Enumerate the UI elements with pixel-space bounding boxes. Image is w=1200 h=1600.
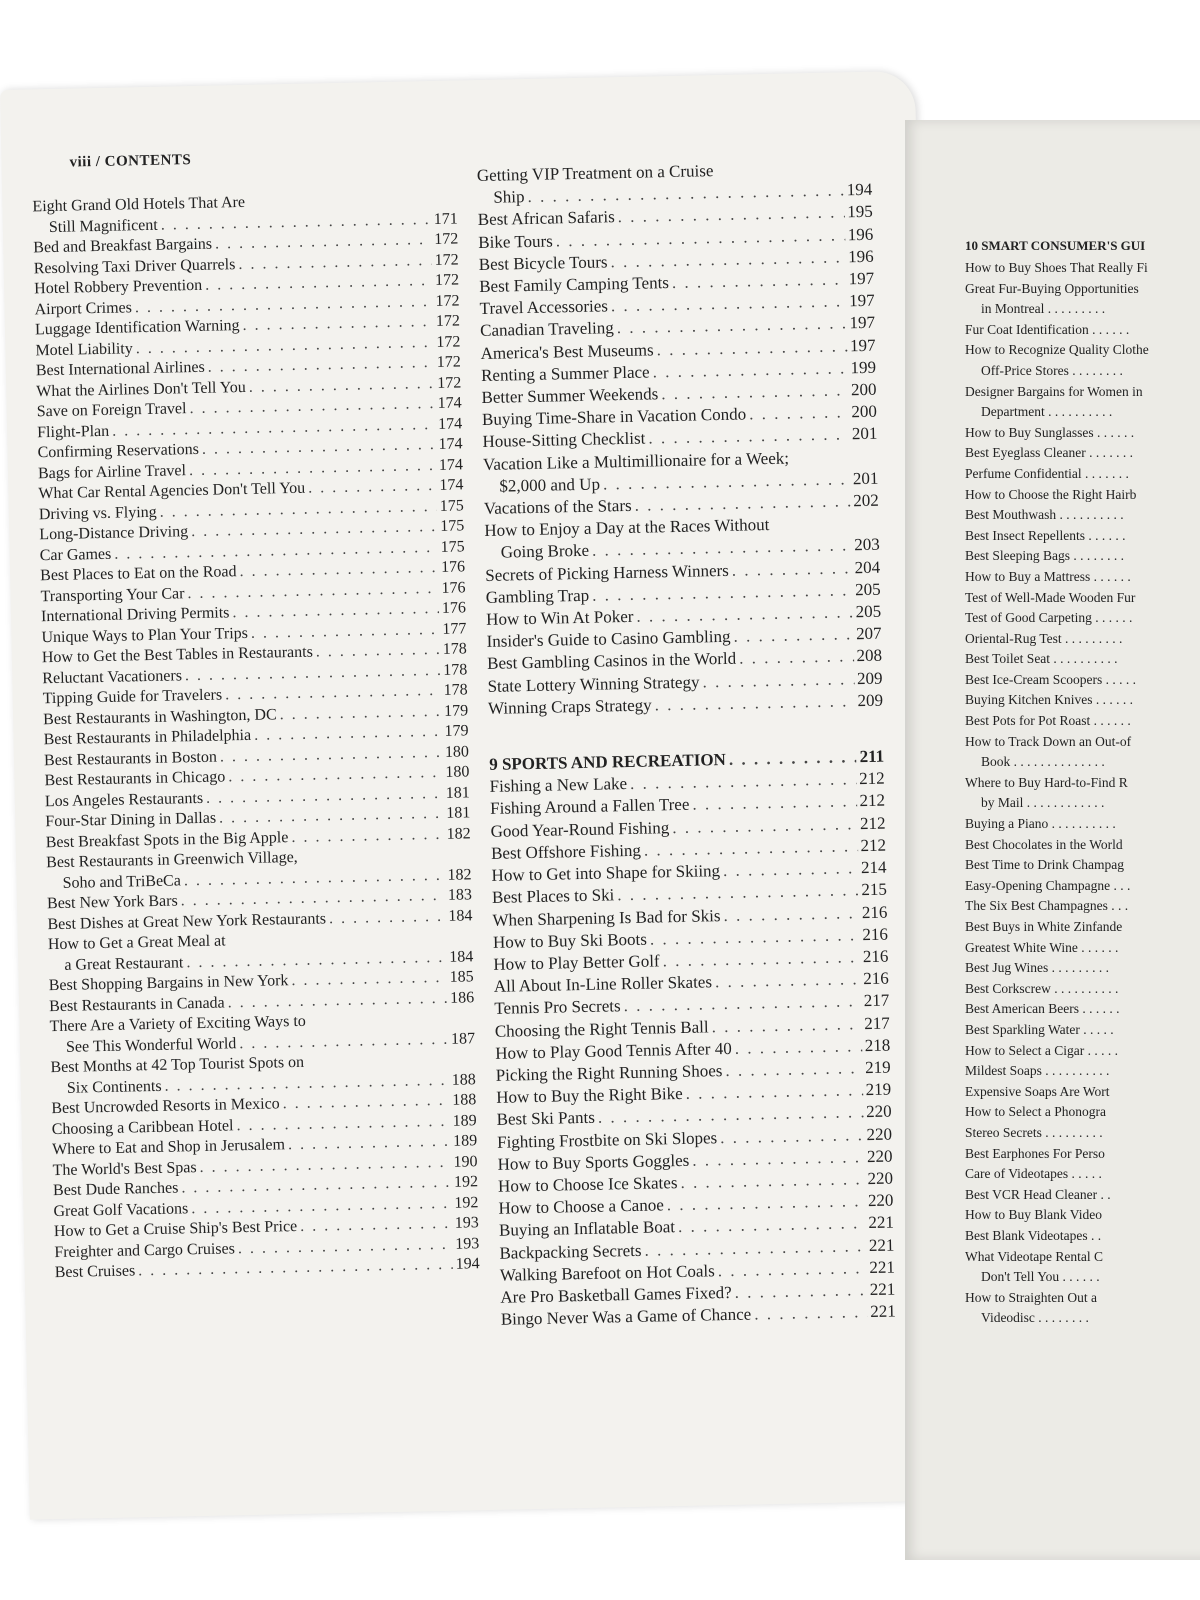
toc-entry-title: The World's Best Spas	[52, 1158, 197, 1179]
toc-entry-page: 174	[437, 394, 462, 412]
toc-entry-page: 182	[446, 824, 471, 843]
toc-entry-page: 212	[859, 813, 886, 833]
toc-entry-page: 211	[859, 746, 885, 767]
toc-entry-page: 179	[443, 701, 469, 720]
toc-entry: Best Blank Videotapes . .	[965, 1227, 1102, 1243]
toc-entry-title: How to Win At Poker	[485, 606, 634, 629]
toc-entry: Fur Coat Identification . . . . . .	[965, 321, 1130, 337]
toc-entry-lead: There Are a Variety of Exciting Ways to	[49, 1012, 307, 1036]
toc-entry: Where to Buy Hard-to-Find R	[965, 774, 1128, 790]
toc-entry: Test of Good Carpeting . . . . . .	[965, 610, 1133, 626]
toc-entry-page: 221	[869, 1279, 896, 1299]
toc-entry-title: Bags for Airline Travel	[37, 461, 187, 482]
toc-entry-title: Best Offshore Fishing	[490, 840, 642, 863]
toc-entry-page: 193	[455, 1234, 480, 1253]
toc-entry-title: Gambling Trap	[485, 585, 590, 607]
toc-entry-title: All About In-Line Roller Skates	[493, 972, 713, 996]
toc-entry-title: Long-Distance Driving	[39, 523, 189, 544]
left-page	[0, 71, 945, 1520]
toc-entry-lead: Vacation Like a Multimillionaire for a Week;	[482, 448, 790, 474]
toc-entry-lead: Best Restaurants in Greenwich Village,	[46, 848, 298, 872]
toc-entry-page: 181	[445, 783, 470, 802]
toc-entry-page: 205	[854, 579, 881, 600]
toc-entry-title: Bingo Never Was a Game of Chance	[500, 1304, 752, 1329]
toc-entry-title: Best Restaurants in Philadelphia	[43, 726, 252, 749]
toc-entry-title: Best Uncrowded Resorts in Mexico	[51, 1095, 280, 1118]
toc-entry: Best Toilet Seat . . . . . . . . . .	[965, 651, 1118, 667]
toc-entry-page: 171	[433, 209, 458, 228]
toc-entry-title: Vacations of the Stars	[483, 495, 632, 519]
toc-entry: Perfume Confidential . . . . . . .	[965, 465, 1129, 481]
toc-entry-title: Choosing the Right Tennis Ball	[494, 1016, 709, 1041]
toc-entry-title: $2,000 and Up	[499, 474, 601, 496]
toc-entry-title: Confirming Reservations	[37, 440, 200, 462]
toc-entry-page: 212	[859, 791, 886, 811]
toc-entry-page: 190	[453, 1152, 478, 1171]
toc-entry-page: 187	[450, 1029, 476, 1048]
toc-entry: by Mail . . . . . . . . . . . .	[981, 795, 1105, 811]
dot-leader	[634, 490, 850, 517]
toc-entry: Department . . . . . . . . . .	[981, 404, 1113, 420]
toc-entry-title: Best Dishes at Great New York Restaurants	[47, 909, 327, 933]
toc-entry-page: 175	[440, 517, 465, 535]
toc-entry-page: 201	[851, 424, 878, 444]
toc-entry-title: Tennis Pro Secrets	[494, 996, 621, 1019]
toc-entry-page: 181	[446, 804, 471, 822]
toc-entry-title: How to Buy Ski Boots	[492, 929, 648, 952]
toc-entry-title: Best Shopping Bargains in New York	[48, 972, 289, 995]
toc-entry-title: How to Get the Best Tables in Restaurants	[41, 643, 314, 667]
toc-entry: Best American Beers . . . . . .	[965, 1001, 1120, 1017]
toc-entry: Best Pots for Pot Roast . . . . . .	[965, 713, 1131, 729]
toc-entry: in Montreal . . . . . . . . .	[981, 301, 1106, 317]
toc-entry-page: 220	[865, 1101, 892, 1122]
toc-entry: What Videotape Rental C	[965, 1248, 1104, 1264]
toc-entry-page: 184	[448, 906, 473, 925]
toc-entry-page: 216	[862, 946, 889, 967]
toc-entry-page: 217	[864, 1013, 890, 1033]
toc-entry-title: Tipping Guide for Travelers	[42, 686, 223, 708]
toc-entry: Oriental-Rug Test . . . . . . . . .	[965, 630, 1123, 646]
toc-entry-page: 184	[449, 947, 474, 966]
dot-leader	[308, 476, 437, 499]
toc-entry-page: 192	[454, 1193, 479, 1212]
toc-entry-title: How to Buy Sports Goggles	[497, 1150, 690, 1174]
toc-entry-title: Renting a Summer Place	[480, 362, 650, 385]
toc-entry-page: 208	[856, 646, 883, 666]
toc-entry-page: 174	[437, 414, 463, 433]
toc-entry-title: Best Restaurants in Washington, DC	[43, 705, 277, 728]
toc-entry-title: Still Magnificent	[48, 216, 158, 236]
toc-entry-title: Soho and TriBeCa	[62, 871, 182, 892]
toc-entry: Buying Kitchen Knives . . . . . .	[965, 692, 1133, 708]
dot-leader	[654, 690, 854, 716]
toc-entry-title: Best Places to Eat on the Road	[40, 563, 237, 585]
dot-leader	[329, 906, 446, 929]
toc-entry-page: 200	[851, 401, 878, 422]
toc-entry-title: See This Wonderful World	[65, 1034, 237, 1056]
toc-entry-page: 172	[435, 291, 460, 310]
toc-entry-title: Walking Barefoot on Hot Coals	[499, 1261, 715, 1285]
toc-entry-page: 174	[438, 455, 464, 474]
toc-entry-page: 217	[863, 990, 890, 1011]
toc-entry-page: 172	[434, 271, 460, 289]
toc-entry-title: Going Broke	[500, 541, 590, 563]
toc-entry-page: 216	[862, 924, 889, 944]
toc-entry-title: Flight-Plan	[36, 422, 110, 441]
toc-entry-title: Travel Accessories	[479, 296, 609, 319]
toc-entry: Best Jug Wines . . . . . . . . .	[965, 960, 1109, 976]
toc-entry: Great Fur-Buying Opportunities	[965, 280, 1139, 296]
chapter-heading-10: 10 SMART CONSUMER'S GUI	[965, 238, 1146, 253]
toc-entry-title: Best Restaurants in Boston	[43, 748, 218, 769]
toc-entry-page: 196	[847, 246, 874, 267]
toc-entry: Best Chocolates in the World	[965, 836, 1123, 852]
dot-leader	[723, 857, 858, 882]
toc-entry-title: State Lottery Winning Strategy	[487, 672, 700, 696]
toc-entry: Videodisc . . . . . . . .	[981, 1310, 1089, 1326]
toc-entry: Best Sleeping Bags . . . . . . . .	[965, 548, 1124, 564]
toc-entry-title: Backpacking Secrets	[499, 1240, 642, 1263]
toc-entry-page: 177	[442, 619, 467, 638]
toc-entry-page: 197	[848, 268, 875, 289]
toc-column-2	[477, 157, 896, 1331]
dot-leader	[739, 646, 854, 671]
toc-entry-title: Driving vs. Flying	[38, 503, 157, 523]
toc-entry-page: 189	[452, 1111, 477, 1130]
toc-entry-title: Good Year-Round Fishing	[490, 817, 670, 841]
toc-entry-title: Best Places to Ski	[491, 885, 615, 908]
right-page	[905, 120, 1200, 1560]
toc-entry-title: Unique Ways to Plan Your Trips	[41, 624, 249, 646]
toc-entry-title: How to Get a Cruise Ship's Best Price	[53, 1218, 298, 1241]
toc-entry: Don't Tell You . . . . . .	[981, 1269, 1100, 1285]
toc-entry-page: 176	[441, 578, 466, 597]
toc-entry-title: Best New York Bars	[46, 892, 178, 913]
toc-entry-title: Four-Star Dining in Dallas	[45, 809, 217, 831]
toc-entry-page: 174	[438, 435, 463, 453]
toc-entry: How to Select a Cigar . . . . .	[965, 1042, 1118, 1058]
toc-entry-lead: How to Get a Great Meal at	[47, 932, 226, 954]
toc-entry-title: Great Golf Vacations	[53, 1199, 189, 1220]
toc-entry-title: Bike Tours	[478, 231, 554, 252]
toc-entry-page: 193	[454, 1214, 480, 1232]
toc-entry: How to Buy Shoes That Really Fi	[965, 260, 1148, 275]
toc-entry-page: 174	[439, 476, 464, 494]
toc-entry-page: 207	[855, 623, 882, 644]
dot-leader	[754, 1301, 868, 1326]
toc-entry-title: Motel Liability	[35, 339, 133, 359]
toc-entry-page: 201	[852, 468, 879, 489]
toc-entry: Best Corkscrew . . . . . . . . . .	[965, 980, 1119, 996]
toc-entry-title: Ship	[493, 187, 525, 207]
toc-entry-title: How to Choose Ice Skates	[497, 1172, 678, 1196]
toc-entry-title: What the Airlines Don't Tell You	[36, 378, 246, 400]
toc-entry-title: Winning Craps Strategy	[487, 695, 652, 718]
toc-entry: How to Select a Phonogra	[965, 1104, 1106, 1120]
toc-entry-page: 219	[865, 1079, 892, 1100]
toc-entry-title: Bed and Breakfast Bargains	[33, 235, 213, 257]
toc-entry-title: What Car Rental Agencies Don't Tell You	[38, 479, 306, 503]
toc-entry: The Six Best Champagnes . . .	[965, 898, 1129, 914]
toc-entry-lead: Getting VIP Treatment on a Cruise	[476, 161, 714, 186]
toc-entry-title: America's Best Museums	[480, 339, 654, 363]
toc-entry: Test of Well-Made Wooden Fur	[965, 589, 1136, 605]
toc-entry-page: 172	[434, 230, 459, 248]
toc-entry-title: Best Ski Pants	[496, 1108, 596, 1130]
toc-entry-title: Six Continents	[66, 1077, 162, 1097]
toc-entry-page: 178	[443, 660, 468, 679]
toc-entry-page: 221	[869, 1257, 896, 1277]
toc-entry-title: Luggage Identification Warning	[34, 317, 240, 339]
toc-entry-page: 172	[434, 250, 459, 269]
toc-entry-page: 204	[854, 557, 881, 577]
toc-entry-title: Resolving Taxi Driver Quarrels	[33, 255, 236, 277]
toc-entry-title: Where to Eat and Shop in Jerusalem	[52, 1136, 286, 1159]
toc-entry-page: 221	[870, 1301, 896, 1322]
toc-entry: How to Track Down an Out-of	[965, 733, 1132, 749]
toc-entry-page: 178	[443, 681, 468, 699]
toc-entry-page: 216	[861, 902, 888, 922]
toc-entry-page: 197	[849, 335, 876, 355]
toc-entry-title: 9 SPORTS AND RECREATION	[489, 750, 727, 774]
dot-leader	[723, 902, 859, 927]
dot-leader	[729, 746, 857, 771]
toc-entry-title: Best Dude Ranches	[52, 1179, 179, 1200]
toc-column-1	[32, 188, 480, 1283]
toc-entry-page: 176	[441, 599, 467, 617]
dot-leader	[718, 1257, 867, 1282]
toc-entry-title: Freighter and Cargo Cruises	[54, 1239, 236, 1261]
toc-entry-page: 212	[858, 768, 885, 789]
toc-entry-page: 195	[847, 202, 873, 222]
toc-entry: Off-Price Stores . . . . . . . .	[981, 362, 1123, 378]
toc-entry-title: Fishing Around a Fallen Tree	[489, 795, 690, 819]
toc-entry-title: Insider's Guide to Casino Gambling	[486, 627, 731, 652]
dot-leader	[732, 557, 852, 582]
toc-entry-title: Secrets of Picking Harness Winners	[485, 560, 729, 585]
toc-entry: Best Mouthwash . . . . . . . . . .	[965, 507, 1124, 523]
toc-entry-title: Reluctant Vacationers	[42, 666, 183, 687]
toc-entry: Greatest White Wine . . . . . .	[965, 939, 1119, 955]
toc-entry-title: Airport Crimes	[34, 298, 133, 318]
toc-entry-title: Best Breakfast Spots in the Big Apple	[45, 828, 289, 851]
toc-entry-title: Car Games	[39, 545, 112, 564]
toc-entry-title: Fishing a New Lake	[489, 774, 628, 797]
toc-entry-title: How to Play Good Tennis After 40	[495, 1038, 732, 1063]
toc-entry-title: Best Cruises	[54, 1262, 136, 1282]
toc-entry: How to Buy Blank Video	[965, 1207, 1102, 1223]
toc-entry-title: Fighting Frostbite on Ski Slopes	[496, 1127, 718, 1152]
toc-entry-page: 221	[868, 1212, 895, 1233]
dot-leader	[239, 1029, 448, 1054]
toc-entry-page: 209	[857, 690, 884, 711]
dot-leader	[316, 640, 440, 663]
toc-entry-page: 218	[864, 1035, 891, 1055]
toc-entry-page: 212	[860, 835, 887, 856]
toc-entry: Book . . . . . . . . . . . . . .	[981, 754, 1105, 770]
toc-entry-page: 205	[855, 601, 882, 622]
toc-column-3	[965, 258, 1200, 1329]
toc-entry-page: 179	[444, 722, 469, 740]
toc-entry-title: Canadian Traveling	[479, 318, 614, 341]
toc-entry-title: Better Summer Weekends	[481, 384, 659, 408]
toc-entry-page: 194	[455, 1255, 480, 1273]
toc-entry-page: 178	[442, 640, 467, 658]
dot-leader	[702, 668, 854, 693]
toc-entry-page: 200	[850, 379, 877, 400]
toc-entry-page: 189	[452, 1132, 478, 1150]
toc-entry-title: Best Restaurants in Canada	[49, 993, 225, 1015]
toc-entry: Buying a Piano . . . . . . . . . .	[965, 816, 1116, 832]
toc-entry-page: 197	[848, 290, 875, 311]
toc-entry-page: 220	[866, 1146, 893, 1166]
dot-leader	[725, 1057, 862, 1082]
toc-entry-title: House-Sitting Checklist	[482, 429, 646, 452]
toc-entry: Designer Bargains for Women in	[965, 383, 1143, 399]
toc-entry: Stereo Secrets . . . . . . . . .	[965, 1124, 1103, 1140]
toc-entry: Care of Videotapes . . . . .	[965, 1166, 1102, 1182]
toc-entry-title: How to Get into Shape for Skiing	[491, 861, 721, 885]
toc-entry: How to Buy a Mattress . . . . . .	[965, 568, 1131, 584]
toc-entry-title: International Driving Permits	[40, 604, 230, 626]
toc-entry-page: 175	[440, 537, 465, 556]
toc-entry-title: Best African Safaris	[477, 207, 615, 230]
toc-entry-page: 194	[846, 179, 873, 200]
toc-entry-page: 172	[436, 353, 461, 371]
toc-entry: Expensive Soaps Are Wort	[965, 1083, 1110, 1099]
toc-entry-title: When Sharpening Is Bad for Skis	[492, 905, 721, 930]
toc-entry: Best VCR Head Cleaner . .	[965, 1186, 1111, 1202]
toc-entry-page: 221	[868, 1235, 895, 1255]
toc-entry: How to Choose the Right Hairb	[965, 486, 1137, 502]
toc-entry: Best Time to Drink Champag	[965, 857, 1125, 873]
toc-entry-title: Hotel Robbery Prevention	[33, 276, 203, 298]
toc-entry-page: 202	[853, 490, 879, 511]
dot-leader	[711, 1013, 861, 1038]
toc-entry-page: 196	[847, 224, 874, 244]
toc-entry-page: 183	[447, 886, 473, 904]
dot-leader	[720, 1124, 864, 1149]
toc-entry-title: Best Gambling Casinos in the World	[486, 649, 737, 674]
toc-entry-title: a Great Restaurant	[64, 953, 184, 974]
dot-leader	[715, 968, 861, 993]
toc-entry: How to Recognize Quality Clothe	[965, 342, 1149, 358]
toc-entry-lead: Eight Grand Old Hotels That Are	[32, 193, 246, 216]
toc-entry: Best Earphones For Perso	[965, 1145, 1105, 1161]
toc-entry-title: Transporting Your Car	[40, 584, 185, 605]
toc-entry-page: 172	[437, 373, 462, 392]
toc-entry-title: Best International Airlines	[35, 358, 205, 380]
toc-entry: How to Straighten Out a	[965, 1289, 1097, 1305]
toc-entry-title: Best Family Camping Tents	[479, 273, 670, 297]
toc-entry-page: 197	[849, 313, 876, 333]
toc-entry-page: 186	[449, 988, 475, 1007]
toc-entry-page: 215	[861, 879, 888, 900]
toc-entry-page: 182	[447, 865, 472, 884]
toc-entry: How to Buy Sunglasses . . . . . .	[965, 424, 1135, 440]
toc-entry-title: Best Bicycle Tours	[478, 252, 608, 274]
toc-entry: Mildest Soaps . . . . . . . . . .	[965, 1063, 1110, 1079]
toc-entry-page: 172	[435, 312, 461, 330]
toc-entry-page: 180	[445, 763, 470, 781]
toc-entry: Best Ice-Cream Scoopers . . . . .	[965, 671, 1136, 687]
toc-entry-page: 216	[863, 968, 889, 989]
toc-entry: Easy-Opening Champagne . . .	[965, 877, 1131, 893]
toc-entry-page: 188	[451, 1070, 476, 1089]
toc-entry-title: Save on Foreign Travel	[36, 400, 187, 421]
toc-entry-title: Best Restaurants in Chicago	[44, 768, 226, 790]
running-head: viii / CONTENTS	[69, 152, 192, 171]
toc-entry-lead: How to Enjoy a Day at the Races Without	[484, 515, 770, 541]
dot-leader	[734, 1279, 867, 1304]
dot-leader	[749, 402, 849, 426]
toc-entry-page: 175	[439, 496, 464, 515]
dot-leader	[291, 824, 444, 848]
toc-entry-page: 209	[856, 668, 883, 688]
toc-entry-title: Los Angeles Restaurants	[44, 789, 204, 810]
toc-entry-page: 192	[453, 1173, 479, 1191]
toc-entry-title: Choosing a Caribbean Hotel	[51, 1116, 234, 1138]
toc-entry-page: 172	[436, 332, 461, 351]
toc-entry-title: How to Play Better Golf	[493, 951, 660, 974]
toc-entry-page: 199	[850, 357, 877, 378]
toc-entry: Best Sparkling Water . . . . .	[965, 1021, 1114, 1037]
toc-entry-page: 188	[452, 1091, 477, 1109]
toc-entry-title: Are Pro Basketball Games Fixed?	[500, 1282, 732, 1307]
dot-leader	[734, 1035, 861, 1060]
toc-entry-title: Buying Time-Share in Vacation Condo	[481, 404, 747, 430]
toc-entry: Best Eyeglass Cleaner . . . . . . .	[965, 445, 1133, 461]
toc-entry-title: How to Choose a Canoe	[498, 1195, 664, 1218]
dot-leader	[733, 624, 853, 649]
toc-entry-page: 220	[866, 1124, 893, 1144]
toc-entry-page: 219	[864, 1057, 891, 1078]
toc-entry-page: 214	[860, 857, 887, 878]
dot-leader	[648, 424, 849, 450]
toc-entry-page: 180	[444, 742, 470, 761]
toc-entry-lead: Best Months at 42 Top Tourist Spots on	[50, 1053, 305, 1077]
toc-entry-page: 185	[449, 968, 474, 986]
toc-entry-title: Picking the Right Running Shoes	[495, 1061, 723, 1085]
toc-entry-page: 203	[854, 535, 880, 555]
toc-entry-title: How to Buy the Right Bike	[496, 1084, 683, 1107]
toc-entry-title: Buying an Inflatable Boat	[498, 1217, 676, 1241]
toc-entry-page: 176	[440, 558, 466, 576]
toc-entry: Best Buys in White Zinfande	[965, 919, 1123, 934]
toc-entry: Best Insect Repellents . . . . . .	[965, 527, 1126, 543]
toc-entry-page: 220	[867, 1190, 894, 1211]
toc-entry-page: 220	[867, 1168, 894, 1189]
